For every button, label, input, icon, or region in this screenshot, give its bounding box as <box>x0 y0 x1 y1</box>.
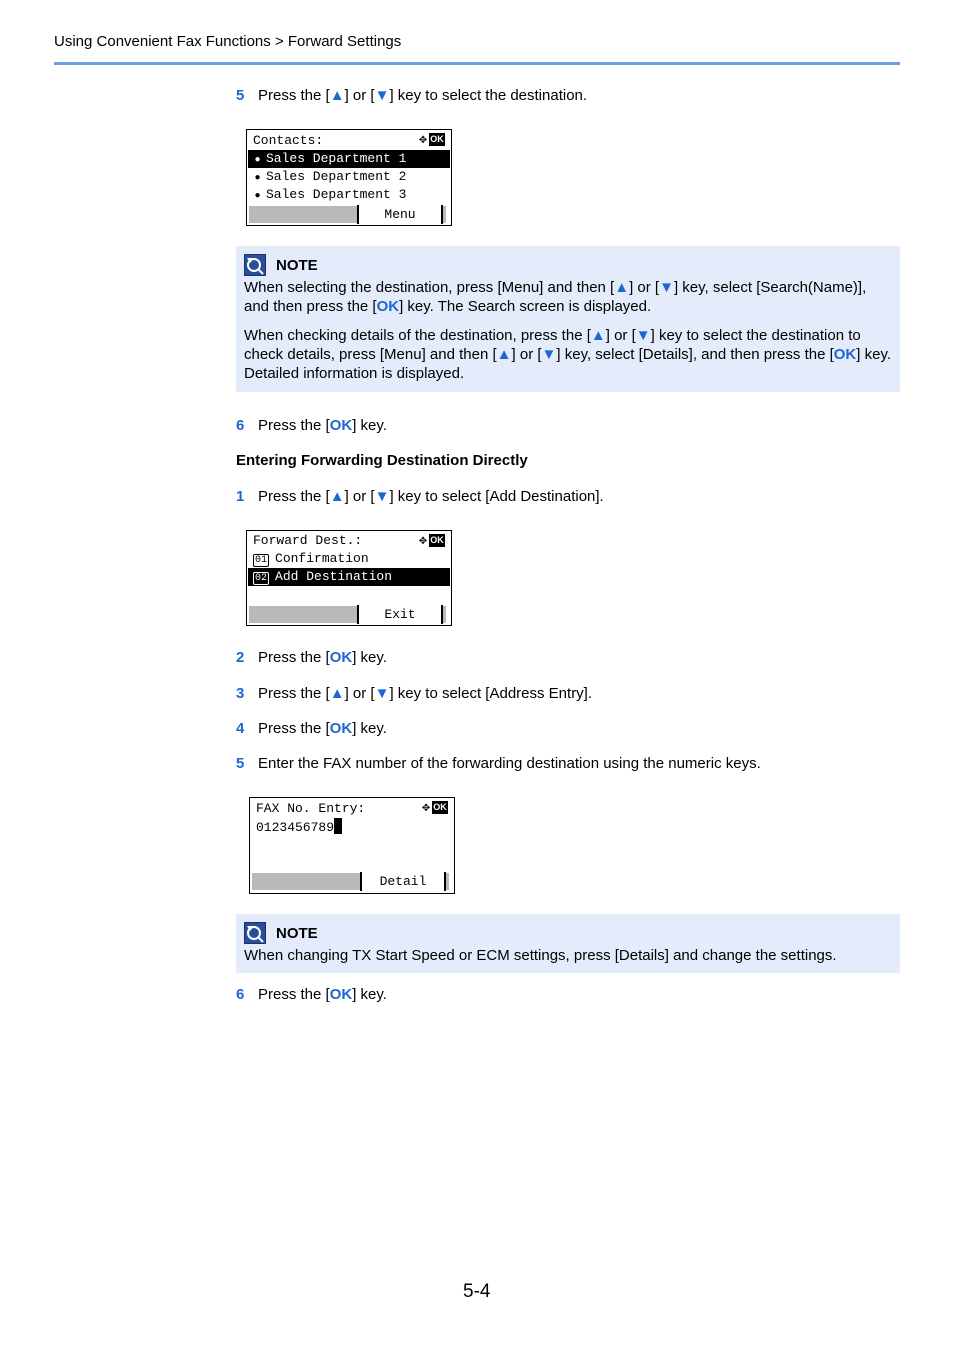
step-text: ] key. <box>352 720 387 737</box>
step-5-enter-fax-number <box>236 755 761 773</box>
list-item[interactable] <box>248 150 450 168</box>
person-icon: ● <box>254 173 261 184</box>
item-number: 02 <box>255 573 268 584</box>
nav-ok-indicator <box>419 534 445 547</box>
header-rule <box>54 62 900 65</box>
up-arrow-icon: ▲ <box>614 279 630 296</box>
fax-number-value: 0123456789 <box>256 820 335 835</box>
page-number: 5-4 <box>463 1281 491 1302</box>
step-text: Press the [ <box>258 417 330 434</box>
note-box <box>236 914 900 973</box>
step-number: 4 <box>236 720 245 737</box>
ok-key-label: OK <box>329 417 353 434</box>
step-number: 1 <box>236 488 245 505</box>
step-3-address-entry <box>236 685 592 703</box>
ok-key-label: OK <box>329 986 353 1003</box>
note-header <box>244 254 892 276</box>
list-item[interactable] <box>248 550 450 568</box>
list-item-label: Sales Department 2 <box>266 169 407 184</box>
list-item-label: Sales Department 1 <box>266 151 407 166</box>
step-number: 5 <box>236 87 245 104</box>
down-arrow-icon: ▼ <box>374 488 390 505</box>
step-number: 6 <box>236 417 245 434</box>
up-arrow-icon: ▲ <box>329 685 345 702</box>
step-1-add-destination <box>236 488 604 506</box>
section-heading: Entering Forwarding Destination Directly <box>236 452 528 469</box>
up-arrow-icon: ▲ <box>329 87 345 104</box>
list-item-label: Confirmation <box>275 551 369 566</box>
list-item-label: Add Destination <box>275 569 393 584</box>
note-box <box>236 246 900 392</box>
up-arrow-icon: ▲ <box>496 346 512 363</box>
ok-key-label: OK <box>329 720 353 737</box>
step-5-select-destination <box>236 87 587 105</box>
step-number: 6 <box>236 986 245 1003</box>
note-text: ] key to select the destination to check details, press [Menu] and then [ <box>244 327 861 363</box>
up-arrow-icon: ▲ <box>329 488 345 505</box>
note-text: ] key. The Search screen is displayed. <box>399 298 652 315</box>
step-text: ] key to select [Add Destination]. <box>389 488 604 505</box>
breadcrumb: Using Convenient Fax Functions > Forward Settings <box>54 33 402 50</box>
down-arrow-icon: ▼ <box>374 685 390 702</box>
screen-title: FAX No. Entry: <box>256 801 366 816</box>
step-text: Enter the FAX number of the forwarding destination using the numeric keys. <box>258 755 761 772</box>
step-text: ] key. <box>352 649 387 666</box>
note-text: ] or [ <box>629 279 660 296</box>
screen-title: Forward Dest.: <box>253 533 363 548</box>
note-icon <box>244 922 266 944</box>
list-item[interactable] <box>248 186 450 204</box>
lcd-fax-entry-screen <box>249 797 455 894</box>
detail-softkey[interactable]: Detail <box>360 872 446 891</box>
ok-icon: OK <box>433 802 447 812</box>
step-text: Press the [ <box>258 685 330 702</box>
four-way-arrow-icon: ✥ <box>419 533 427 548</box>
four-way-arrow-icon: ✥ <box>419 132 427 147</box>
down-arrow-icon: ▼ <box>541 346 557 363</box>
step-text: Press the [ <box>258 649 330 666</box>
ok-key-label: OK <box>833 346 857 363</box>
ok-icon: OK <box>430 134 444 144</box>
item-number: 01 <box>255 555 268 566</box>
ok-key-label: OK <box>329 649 353 666</box>
note-header <box>244 922 892 944</box>
up-arrow-icon: ▲ <box>590 327 606 344</box>
lcd-contacts-screen <box>246 129 452 226</box>
exit-softkey[interactable]: Exit <box>357 605 443 624</box>
step-2-press-ok <box>236 649 387 667</box>
note-heading: NOTE <box>276 924 318 942</box>
step-text: Press the [ <box>258 87 330 104</box>
note-text: When checking details of the destination, press the [ <box>244 327 591 344</box>
four-way-arrow-icon: ✥ <box>422 800 430 815</box>
note-paragraph <box>244 326 892 383</box>
note-text: ] or [ <box>605 327 636 344</box>
list-item[interactable] <box>248 168 450 186</box>
step-text: ] or [ <box>344 488 375 505</box>
note-icon <box>244 254 266 276</box>
fax-number-field[interactable] <box>251 818 453 836</box>
person-icon: ● <box>254 191 261 202</box>
text-cursor <box>334 818 342 834</box>
note-text: ] key, select [Details], and then press the [ <box>556 346 834 363</box>
note-text: ] key. Detailed information is displayed. <box>244 346 891 382</box>
step-number: 5 <box>236 755 245 772</box>
step-text: ] key. <box>352 986 387 1003</box>
step-text: Press the [ <box>258 488 330 505</box>
step-number: 3 <box>236 685 245 702</box>
step-text: ] key to select [Address Entry]. <box>389 685 593 702</box>
menu-softkey[interactable]: Menu <box>357 205 443 224</box>
note-paragraph: When changing TX Start Speed or ECM settings, press [Details] and change the settings. <box>244 947 837 964</box>
ok-icon: OK <box>430 535 444 545</box>
step-text: ] key to select the destination. <box>389 87 588 104</box>
step-text: ] or [ <box>344 685 375 702</box>
step-text: ] key. <box>352 417 387 434</box>
step-number: 2 <box>236 649 245 666</box>
note-text: ] or [ <box>511 346 542 363</box>
note-text: ] key, select [Search(Name)], and then press the [ <box>244 279 867 315</box>
step-6-press-ok <box>236 417 387 435</box>
down-arrow-icon: ▼ <box>659 279 674 296</box>
note-heading: NOTE <box>276 256 318 274</box>
ok-key-label: OK <box>376 298 400 315</box>
screen-title: Contacts: <box>253 133 324 148</box>
step-text: Press the [ <box>258 986 330 1003</box>
nav-ok-indicator <box>422 801 448 814</box>
down-arrow-icon: ▼ <box>374 87 390 104</box>
down-arrow-icon: ▼ <box>635 327 651 344</box>
person-icon: ● <box>254 155 261 166</box>
step-text: ] or [ <box>344 87 375 104</box>
step-6-press-ok <box>236 986 387 1004</box>
nav-ok-indicator <box>419 133 445 146</box>
list-item-label: Sales Department 3 <box>266 187 407 202</box>
lcd-forward-dest-screen <box>246 530 452 626</box>
note-text: When selecting the destination, press [Menu] and then [ <box>244 279 615 296</box>
note-paragraph <box>244 278 892 316</box>
step-text: Press the [ <box>258 720 330 737</box>
step-4-press-ok <box>236 720 387 738</box>
list-item[interactable] <box>248 568 450 586</box>
